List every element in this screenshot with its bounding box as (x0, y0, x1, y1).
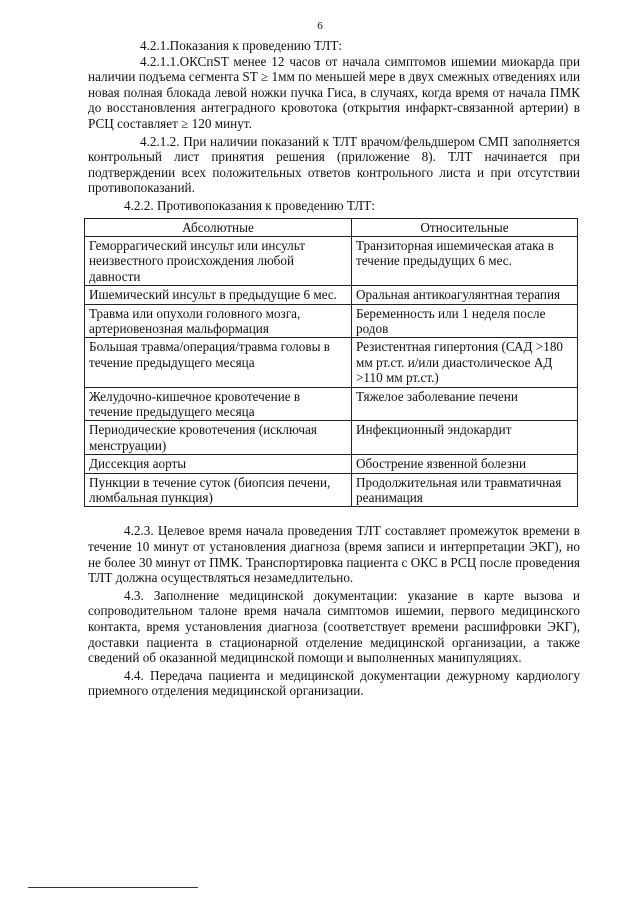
section-4-2-2-heading: 4.2.2. Противопоказания к проведению ТЛТ: (124, 197, 375, 213)
table-row (85, 286, 578, 304)
table-row (85, 421, 578, 455)
table-cell-absolute: Большая травма/операция/травма головы в течение предыдущего месяца (85, 338, 352, 387)
table-row (85, 304, 578, 338)
header-relative: Относительные (352, 218, 578, 236)
table-cell-relative: Беременность или 1 неделя после родов (352, 304, 578, 338)
page-number: 6 (317, 20, 323, 32)
table-cell-absolute: Диссекция аорты (85, 455, 352, 473)
table-cell-relative: Тяжелое заболевание печени (352, 387, 578, 421)
footnote-separator (28, 887, 198, 888)
table-cell-relative: Продолжительная или травматичная реанимация (352, 473, 578, 507)
table-cell-absolute: Пункции в течение суток (биопсия печени, люмбальная пункция) (85, 473, 352, 507)
document-body (88, 38, 580, 699)
table-row (85, 387, 578, 421)
table-cell-relative: Резистентная гипертония (САД >180 мм рт.ст. и/или диастолическое АД >110 мм рт.ст.) (352, 338, 578, 387)
table-cell-absolute: Травма или опухоли головного мозга, артериовенозная мальформация (85, 304, 352, 338)
section-4-2-1-1: 4.2.1.1.ОКСпST менее 12 часов от начала симптомов ишемии миокарда при наличии подъема сегмента ST ≥ 1мм по меньшей мере в двух смежных отведениях или новая полная блокада левой ножки пучка Гиса, в случаях, когда время от начала ПМК до восстановления антеградного кровотока (открытия инфаркт-связанной артерии) в РСЦ составляет ≥ 120 минут. (88, 53, 580, 131)
section-4-2-3: 4.2.3. Целевое время начала проведения ТЛТ составляет промежуток времени в течение 10 минут от установления диагноза (время записи и интерпретации ЭКГ), но не более 30 минут от ПМК. Транспортировка пациента с ОКС в РСЦ после проведения ТЛТ должна осуществляться незамедлительно. (88, 523, 580, 586)
table-header-row (85, 218, 578, 236)
table-row (85, 338, 578, 387)
table-cell-relative: Транзиторная ишемическая атака в течение предыдущих 6 мес. (352, 236, 578, 285)
table-cell-absolute: Желудочно-кишечное кровотечение в течение предыдущего месяца (85, 387, 352, 421)
table-cell-relative: Обострение язвенной болезни (352, 455, 578, 473)
table-cell-relative: Инфекционный эндокардит (352, 421, 578, 455)
table-row (85, 455, 578, 473)
section-4-3: 4.3. Заполнение медицинской документации: указание в карте вызова и сопроводительном талоне время начала симптомов ишемии, первого медицинского контакта, время установления диагноза (соответствует времени расшифровки ЭКГ), доставки пациента в стационарной отделение медицинской организации, а также сведений об оказанной медицинской помощи и выполненных манипуляциях. (88, 587, 580, 666)
header-absolute: Абсолютные (85, 218, 352, 236)
table-cell-relative: Оральная антикоагулянтная терапия (352, 286, 578, 304)
table-row (85, 473, 578, 507)
section-4-4: 4.4. Передача пациента и медицинской документации дежурному кардиологу приемного отделения медицинской организации. (88, 667, 580, 699)
table-row (85, 236, 578, 285)
contraindications-table (84, 218, 578, 508)
section-4-2-1-heading: 4.2.1.Показания к проведению ТЛТ: (140, 38, 343, 53)
table-cell-absolute: Геморрагический инсульт или инсульт неизвестного происхождения любой давности (85, 236, 352, 285)
section-4-2-1-2: 4.2.1.2. При наличии показаний к ТЛТ врачом/фельдшером СМП заполняется контрольный лист принятия решения (приложение 8). ТЛТ начинается при подтверждении всех положительных ответов контрольного листа и при отсутствии противопоказаний. (88, 133, 580, 196)
table-cell-absolute: Ишемический инсульт в предыдущие 6 мес. (85, 286, 352, 304)
table-cell-absolute: Периодические кровотечения (исключая менструации) (85, 421, 352, 455)
